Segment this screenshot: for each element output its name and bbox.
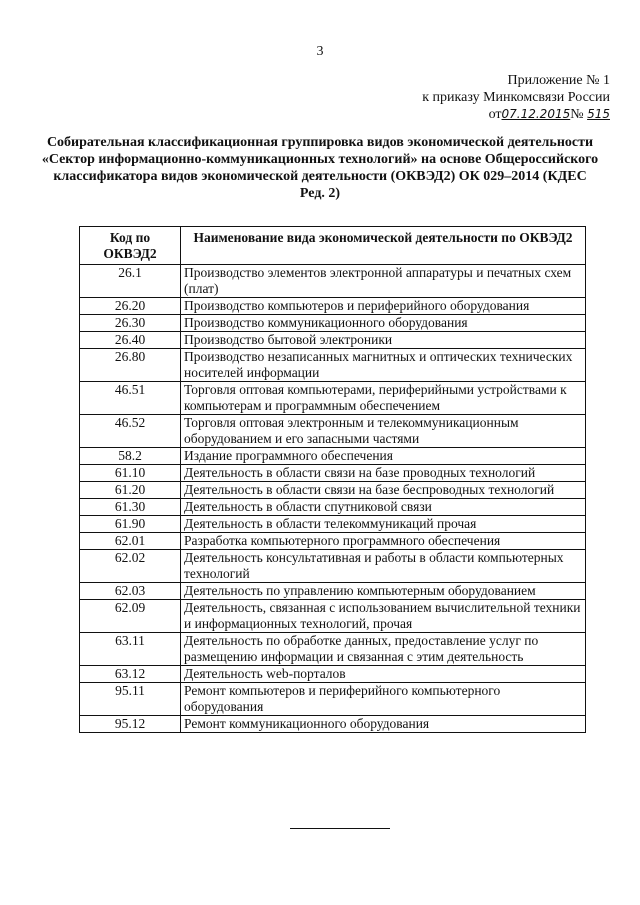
- activity-name-cell: Разработка компьютерного программного обеспечения: [181, 533, 586, 550]
- appendix-title: Приложение № 1: [507, 73, 610, 88]
- table-row: [80, 465, 586, 482]
- okved-code-cell: 26.20: [80, 298, 181, 315]
- okved-code-cell: 95.12: [80, 716, 181, 733]
- appendix-order-ref: к приказу Минкомсвязи России: [422, 90, 610, 105]
- number-prefix: №: [570, 107, 584, 122]
- activity-name-cell: Производство компьютеров и периферийного оборудования: [181, 298, 586, 315]
- okved-code-cell: 26.40: [80, 332, 181, 349]
- table-row: [80, 633, 586, 666]
- table-row: [80, 315, 586, 332]
- okved-code-cell: 61.90: [80, 516, 181, 533]
- header-code: Код по ОКВЭД2: [80, 227, 181, 265]
- okved-code-cell: 26.1: [80, 265, 181, 298]
- table-row: [80, 265, 586, 298]
- activity-name-cell: Производство бытовой электроники: [181, 332, 586, 349]
- activity-name-cell: Ремонт коммуникационного оборудования: [181, 716, 586, 733]
- okved-code-cell: 62.09: [80, 600, 181, 633]
- table-header-row: [80, 227, 586, 265]
- handwritten-number: 515: [587, 107, 610, 121]
- okved-code-cell: 95.11: [80, 683, 181, 716]
- table-row: [80, 533, 586, 550]
- date-prefix: от: [488, 107, 502, 122]
- activity-name-cell: Торговля оптовая электронным и телекоммуникационным оборудованием и его запасными частями: [181, 415, 586, 448]
- table-body: [80, 265, 586, 733]
- activity-name-cell: Издание программного обеспечения: [181, 448, 586, 465]
- activity-name-cell: Производство коммуникационного оборудования: [181, 315, 586, 332]
- okved-code-cell: 61.10: [80, 465, 181, 482]
- appendix-date-line: [422, 106, 610, 123]
- table-row: [80, 716, 586, 733]
- footer-divider: [290, 828, 390, 829]
- okved-code-cell: 63.12: [80, 666, 181, 683]
- activity-name-cell: Деятельность в области телекоммуникаций прочая: [181, 516, 586, 533]
- activity-name-cell: Производство незаписанных магнитных и оптических технических носителей информации: [181, 349, 586, 382]
- activity-name-cell: Торговля оптовая компьютерами, периферийными устройствами к компьютерам и программным обеспечением: [181, 382, 586, 415]
- table-row: [80, 415, 586, 448]
- activity-name-cell: Деятельность по обработке данных, предоставление услуг по размещению информации и связанная с этим деятельность: [181, 633, 586, 666]
- okved-code-cell: 63.11: [80, 633, 181, 666]
- table-row: [80, 516, 586, 533]
- okved-code-cell: 26.80: [80, 349, 181, 382]
- activity-name-cell: Деятельность web-порталов: [181, 666, 586, 683]
- okved-code-cell: 46.52: [80, 415, 181, 448]
- table-row: [80, 600, 586, 633]
- activity-name-cell: Деятельность по управлению компьютерным оборудованием: [181, 583, 586, 600]
- handwritten-date: 07.12.2015: [501, 107, 571, 121]
- okved-code-cell: 46.51: [80, 382, 181, 415]
- okved-code-cell: 62.02: [80, 550, 181, 583]
- table-row: [80, 666, 586, 683]
- table-row: [80, 583, 586, 600]
- header-name: Наименование вида экономической деятельности по ОКВЭД2: [181, 227, 586, 265]
- table-row: [80, 382, 586, 415]
- okved-table: [79, 226, 586, 733]
- okved-code-cell: 62.03: [80, 583, 181, 600]
- activity-name-cell: Деятельность, связанная с использованием вычислительной техники и информационных технологий, прочая: [181, 600, 586, 633]
- activity-name-cell: Деятельность в области связи на базе беспроводных технологий: [181, 482, 586, 499]
- activity-name-cell: Деятельность консультативная и работы в области компьютерных технологий: [181, 550, 586, 583]
- okved-code-cell: 61.20: [80, 482, 181, 499]
- activity-name-cell: Производство элементов электронной аппаратуры и печатных схем (плат): [181, 265, 586, 298]
- table-row: [80, 349, 586, 382]
- okved-code-cell: 61.30: [80, 499, 181, 516]
- page-number: 3: [316, 44, 324, 59]
- table-row: [80, 332, 586, 349]
- table-row: [80, 448, 586, 465]
- activity-name-cell: Ремонт компьютеров и периферийного компьютерного оборудования: [181, 683, 586, 716]
- okved-code-cell: 58.2: [80, 448, 181, 465]
- document-title: Собирательная классификационная группировка видов экономической деятельности «Сектор информационно-коммуникационных технологий» на основе Общероссийского классификатора видов экономической деятельности (ОКВЭД2) ОК 029–2014 (КДЕС Ред. 2): [41, 135, 599, 201]
- activity-name-cell: Деятельность в области спутниковой связи: [181, 499, 586, 516]
- table-row: [80, 683, 586, 716]
- table-row: [80, 550, 586, 583]
- appendix-block: [422, 72, 610, 123]
- table-row: [80, 499, 586, 516]
- table-row: [80, 298, 586, 315]
- okved-code-cell: 26.30: [80, 315, 181, 332]
- okved-code-cell: 62.01: [80, 533, 181, 550]
- activity-name-cell: Деятельность в области связи на базе проводных технологий: [181, 465, 586, 482]
- table-row: [80, 482, 586, 499]
